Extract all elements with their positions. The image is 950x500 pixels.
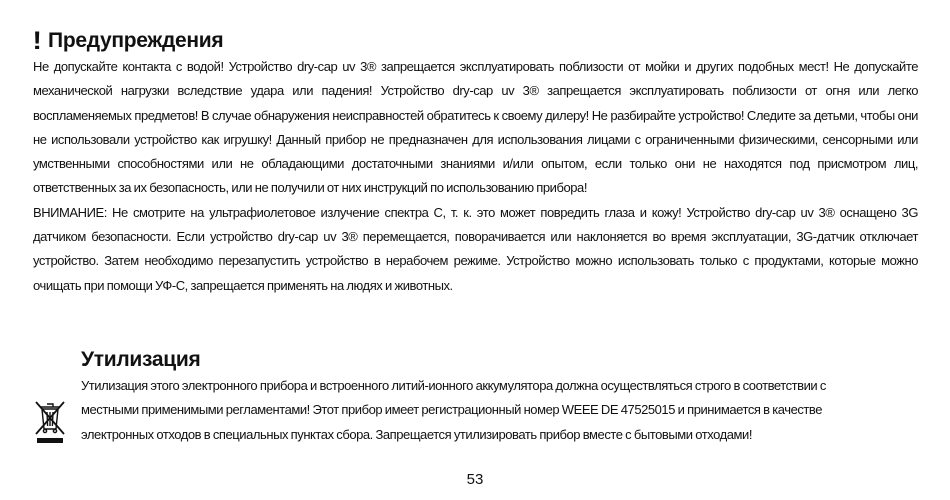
- warnings-paragraph-1: Не допускайте контакта с водой! Устройство dry-cap uv 3® запрещается эксплуатировать поблизости от мойки и других подобных мест! Не допускайте механической нагрузки вследствие удара или падения! Устройство dry-cap uv 3® запрещается эксплуатировать поблизости от огня или легко воспламеняемых предметов! В случае обнаружения неисправностей обратитесь к своему дилеру! Не разбирайте устройство! Следите за детьми, чтобы они не использовали устройство как игрушку! Данный прибор не предназначен для использования лицами с ограниченными физическими, сенсорными или умственными способностями или не обладающими достаточными знаниями и/или опытом, если только они не находятся под присмотром лиц, ответственных за их безопасность, или не получили от них инструкций по использованию прибора!: [33, 59, 918, 196]
- weee-crossed-bin-icon: [33, 400, 67, 444]
- disposal-title: Утилизация: [81, 348, 201, 371]
- page-number: 53: [466, 471, 484, 488]
- disposal-text: Утилизация этого электронного прибора и встроенного литий-ионного аккумулятора должна осуществляться строго в соответствии с местными применимыми регламентами! Этот прибор имеет регистрационный номер WEEE DE 47525015 и принимается в качестве электронных отходов в специальных пунктах сбора. Запрещается утилизировать прибор вместе с бытовыми отходами!: [81, 378, 826, 442]
- warnings-title: Предупреждения: [48, 29, 224, 52]
- warnings-section: [33, 27, 918, 298]
- disposal-heading: [81, 346, 881, 374]
- warnings-heading: [33, 27, 918, 55]
- disposal-section: [81, 346, 881, 447]
- warnings-paragraph-2: ВНИМАНИЕ: Не смотрите на ультрафиолетовое излучение спектра С, т. к. это может повредить глаза и кожу! Устройство dry-cap uv 3® оснащено 3G датчиком безопасности. Если устройство dry-cap uv 3® перемещается, поворачивается или наклоняется во время эксплуатации, 3G-датчик отключает устройство. Затем необходимо перезапустить устройство в нерабочем режиме. Устройство можно использовать только с продуктами, которые можно очищать при помощи УФ-С, запрещается применять на людях и животных.: [33, 204, 918, 293]
- exclamation-icon: !: [32, 27, 42, 55]
